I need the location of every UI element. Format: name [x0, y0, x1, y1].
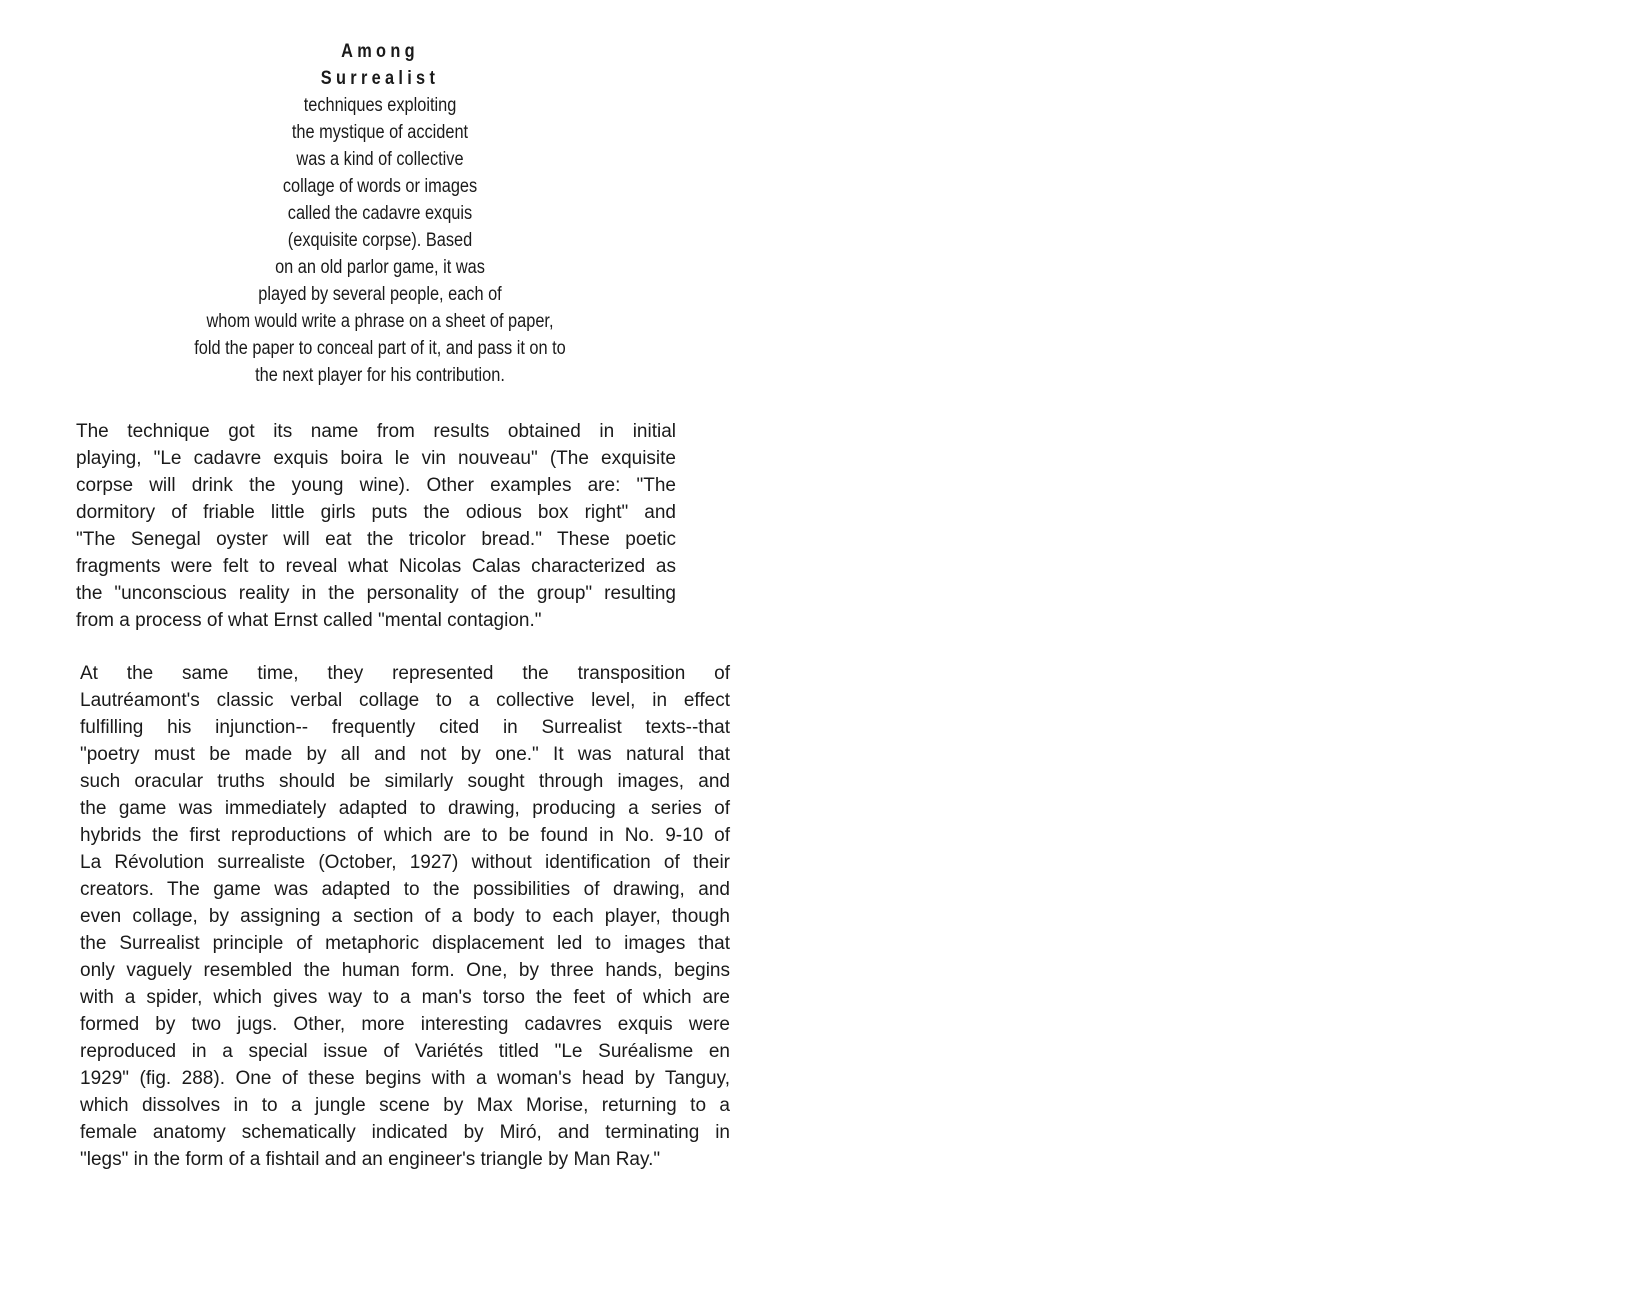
paragraph-line: the game was immediately adapted to drawing, producing a series of [80, 798, 730, 819]
paragraph-line: fulfilling his injunction-- frequently cited in Surrealist texts--that [80, 717, 730, 738]
shape-line: on an old parlor game, it was [275, 257, 485, 278]
paragraph-line: formed by two jugs. Other, more interesting cadavres exquis were [80, 1014, 730, 1035]
paragraph-line: fragments were felt to reveal what Nicolas Calas characterized as [76, 556, 676, 577]
shaped-text-block [105, 38, 655, 389]
paragraph-line: At the same time, they represented the transposition of [80, 663, 730, 684]
paragraph-line: "poetry must be made by all and not by one." It was natural that [80, 744, 730, 765]
paragraph-line: "legs" in the form of a fishtail and an engineer's triangle by Man Ray." [80, 1149, 661, 1170]
paragraph-line: even collage, by assigning a section of a body to each player, though [80, 906, 730, 927]
shape-line: played by several people, each of [258, 284, 502, 305]
paragraph-line: playing, "Le cadavre exquis boira le vin nouveau" (The exquisite [76, 448, 676, 469]
paragraph-line: 1929" (fig. 288). One of these begins with a woman's head by Tanguy, [80, 1068, 730, 1089]
paragraph-line: La Révolution surrealiste (October, 1927) without identification of their [80, 852, 730, 873]
paragraph-line: only vaguely resembled the human form. One, by three hands, begins [80, 960, 730, 981]
paragraph-1 [76, 418, 676, 634]
paragraph-2 [80, 660, 730, 1173]
shape-line: Among [341, 41, 419, 62]
shape-line: techniques exploiting [303, 95, 457, 116]
paragraph-line: the "unconscious reality in the personality of the group" resulting [76, 583, 676, 604]
paragraph-line: from a process of what Ernst called "mental contagion." [76, 610, 542, 631]
shape-line: whom would write a phrase on a sheet of paper, [206, 311, 554, 332]
shape-line: the mystique of accident [291, 122, 469, 143]
paragraph-line: hybrids the first reproductions of which are to be found in No. 9-10 of [80, 825, 730, 846]
paragraph-line: the Surrealist principle of metaphoric displacement led to images that [80, 933, 730, 954]
paragraph-line: such oracular truths should be similarly sought through images, and [80, 771, 730, 792]
paragraph-line: dormitory of friable little girls puts the odious box right" and [76, 502, 676, 523]
shape-line: the next player for his contribution. [255, 365, 505, 386]
shape-line: collage of words or images [282, 176, 478, 197]
shape-line: was a kind of collective [296, 149, 464, 170]
shape-line: (exquisite corpse). Based [287, 230, 473, 251]
paragraph-line: The technique got its name from results obtained in initial [76, 421, 676, 442]
paragraph-line: corpse will drink the young wine). Other examples are: "The [76, 475, 676, 496]
paragraph-line: female anatomy schematically indicated by Miró, and terminating in [80, 1122, 730, 1143]
shape-line: fold the paper to conceal part of it, and pass it on to [194, 338, 566, 359]
shape-line: Surrealist [320, 68, 440, 89]
shape-line: called the cadavre exquis [287, 203, 473, 224]
paragraph-line: with a spider, which gives way to a man's torso the feet of which are [80, 987, 730, 1008]
paragraph-line: reproduced in a special issue of Variétés titled "Le Suréalisme en [80, 1041, 730, 1062]
paragraph-line: "The Senegal oyster will eat the tricolor bread." These poetic [76, 529, 676, 550]
paragraph-line: which dissolves in to a jungle scene by Max Morise, returning to a [80, 1095, 730, 1116]
paragraph-line: Lautréamont's classic verbal collage to a collective level, in effect [80, 690, 730, 711]
paragraph-line: creators. The game was adapted to the possibilities of drawing, and [80, 879, 730, 900]
